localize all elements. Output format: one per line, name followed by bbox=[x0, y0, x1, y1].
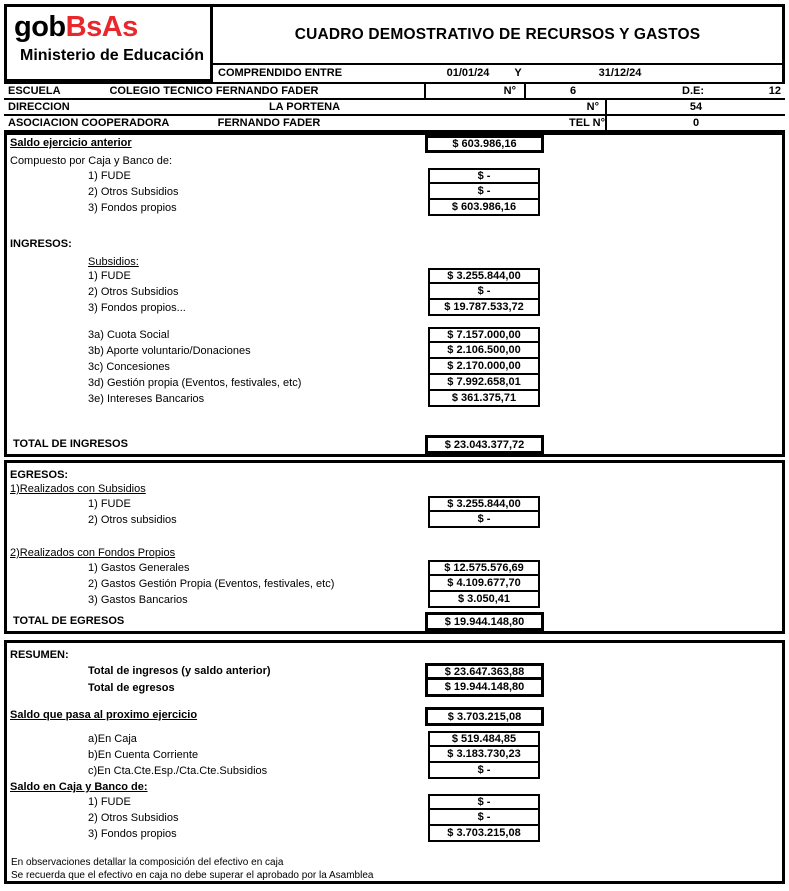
egresos-propios-subheader: 2)Realizados con Fondos Propios bbox=[10, 547, 176, 559]
logo-gob: gob bbox=[14, 11, 66, 43]
saldo-proximo-row bbox=[7, 707, 782, 726]
saldo-item-value: $ - bbox=[428, 184, 540, 200]
egresos-subsidios-subheader-row bbox=[7, 481, 782, 496]
tel-label: TEL N° bbox=[569, 117, 605, 129]
school-info bbox=[4, 82, 785, 132]
address-num-label: N° bbox=[586, 101, 599, 113]
egresos-header: EGRESOS: bbox=[10, 469, 69, 481]
egresos-propios-subheader-row bbox=[7, 545, 782, 560]
resumen-total-value: $ 19.944.148,80 bbox=[425, 680, 544, 697]
resumen-header: RESUMEN: bbox=[10, 649, 69, 661]
ingreso-value: $ 2.106.500,00 bbox=[428, 343, 540, 359]
resumen-total-row: Total de ingresos (y saldo anterior) $ 23.647.363,88 bbox=[7, 663, 782, 680]
address-label: DIRECCION bbox=[8, 101, 70, 113]
total-egresos-row bbox=[7, 612, 782, 631]
ingreso-value: $ - bbox=[428, 284, 540, 300]
tel-value: 0 bbox=[605, 116, 785, 130]
total-egresos-label: TOTAL DE EGRESOS bbox=[13, 615, 125, 627]
egreso-row: 1) FUDE $ 3.255.844,00 bbox=[7, 496, 782, 512]
egreso-value: $ 3.255.844,00 bbox=[428, 496, 540, 512]
total-egresos-value: $ 19.944.148,80 bbox=[425, 612, 544, 631]
caja-banco-subheader: Saldo en Caja y Banco de: bbox=[10, 781, 148, 793]
school-name: COLEGIO TECNICO FERNANDO FADER bbox=[109, 85, 319, 97]
ministry-name: Ministerio de Educación bbox=[20, 47, 205, 64]
saldo-anterior-row bbox=[7, 135, 782, 153]
egreso-row: 3) Gastos Bancarios $ 3.050,41 bbox=[7, 592, 782, 608]
school-row bbox=[4, 84, 785, 100]
resumen-total-row: Total de egresos $ 19.944.148,80 bbox=[7, 680, 782, 697]
egresos-subsidios-subheader: 1)Realizados con Subsidios bbox=[10, 483, 146, 495]
ingreso-row: 3) Fondos propios... $ 19.787.533,72 bbox=[7, 300, 782, 316]
ingresos-header: INGRESOS: bbox=[10, 238, 72, 250]
school-num-label: N° bbox=[424, 84, 524, 98]
total-ingresos-row bbox=[7, 435, 782, 454]
school-label: ESCUELA bbox=[8, 85, 61, 97]
ingresos-header-row bbox=[7, 236, 782, 250]
caja-banco-value: $ - bbox=[428, 794, 540, 810]
ingreso-row: 2) Otros Subsidios $ - bbox=[7, 284, 782, 300]
period-row bbox=[213, 63, 782, 82]
section-egresos bbox=[4, 460, 785, 634]
saldo-anterior-value: $ 603.986,16 bbox=[425, 135, 544, 153]
footer-note: En observaciones detallar la composición del efectivo en caja bbox=[11, 857, 284, 868]
caja-banco-value: $ - bbox=[428, 810, 540, 826]
period-from-date: 01/01/24 bbox=[446, 67, 490, 79]
header-right bbox=[213, 4, 785, 82]
saldo-detail-row: c)En Cta.Cte.Esp./Cta.Cte.Subsidios $ - bbox=[7, 763, 782, 779]
ingreso-value: $ 2.170.000,00 bbox=[428, 359, 540, 375]
egreso-row: 1) Gastos Generales $ 12.575.576,69 bbox=[7, 560, 782, 576]
school-num: 6 bbox=[524, 84, 620, 98]
saldo-item-row: 3) Fondos propios $ 603.986,16 bbox=[7, 200, 782, 216]
logo-wordmark bbox=[14, 12, 208, 43]
caja-banco-row: 3) Fondos propios $ 3.703.215,08 bbox=[7, 826, 782, 842]
cooperadora-name: FERNANDO FADER bbox=[217, 117, 321, 129]
section-resumen bbox=[4, 640, 785, 884]
total-ingresos-value: $ 23.043.377,72 bbox=[425, 435, 544, 454]
ingreso-value: $ 7.992.658,01 bbox=[428, 375, 540, 391]
footer-note: Se recuerda que el efectivo en caja no debe superar el aprobado por la Asamblea bbox=[11, 870, 374, 881]
ingreso-row: 3b) Aporte voluntario/Donaciones $ 2.106.500,00 bbox=[7, 343, 782, 359]
caja-banco-value: $ 3.703.215,08 bbox=[428, 826, 540, 842]
saldo-detail-row: a)En Caja $ 519.484,85 bbox=[7, 731, 782, 747]
logo-bsas: BsAs bbox=[65, 11, 138, 43]
ingreso-row: 3c) Concesiones $ 2.170.000,00 bbox=[7, 359, 782, 375]
resumen-total-value: $ 23.647.363,88 bbox=[425, 663, 544, 680]
subsidios-subheader: Subsidios: bbox=[88, 256, 139, 268]
period-conjunction: Y bbox=[514, 67, 522, 79]
saldo-detail-row: b)En Cuenta Corriente $ 3.183.730,23 bbox=[7, 747, 782, 763]
egreso-value: $ 4.109.677,70 bbox=[428, 576, 540, 592]
compuesto-row bbox=[7, 153, 782, 168]
ingreso-value: $ 19.787.533,72 bbox=[428, 300, 540, 316]
saldo-item-value: $ - bbox=[428, 168, 540, 184]
resumen-header-row bbox=[7, 647, 782, 661]
egreso-value: $ 3.050,41 bbox=[428, 592, 540, 608]
form-title: CUADRO DEMOSTRATIVO DE RECURSOS Y GASTOS bbox=[294, 26, 701, 43]
saldo-item-row: 2) Otros Subsidios $ - bbox=[7, 184, 782, 200]
compuesto-label: Compuesto por Caja y Banco de: bbox=[10, 155, 173, 167]
egreso-value: $ - bbox=[428, 512, 540, 528]
period-label: COMPRENDIDO ENTRE bbox=[218, 67, 343, 79]
saldo-item-row: 1) FUDE $ - bbox=[7, 168, 782, 184]
cooperadora-row bbox=[4, 116, 785, 132]
ingreso-value: $ 3.255.844,00 bbox=[428, 268, 540, 284]
caja-banco-subheader-row bbox=[7, 779, 782, 794]
cooperadora-label: ASOCIACION COOPERADORA bbox=[8, 117, 170, 129]
saldo-detail-value: $ - bbox=[428, 763, 540, 779]
egreso-row: 2) Otros subsidios $ - bbox=[7, 512, 782, 528]
total-ingresos-label: TOTAL DE INGRESOS bbox=[13, 438, 128, 450]
saldo-item-value: $ 603.986,16 bbox=[428, 200, 540, 216]
ingreso-value: $ 7.157.000,00 bbox=[428, 327, 540, 343]
period-to-date: 31/12/24 bbox=[598, 67, 642, 79]
address-num: 54 bbox=[605, 100, 785, 114]
saldo-proximo-label: Saldo que pasa al proximo ejercicio bbox=[10, 709, 198, 721]
ingreso-row: 3d) Gestión propia (Eventos, festivales, etc) $ 7.992.658,01 bbox=[7, 375, 782, 391]
address-name: LA PORTENA bbox=[268, 101, 341, 113]
egresos-header-row bbox=[7, 467, 782, 481]
caja-banco-row: 1) FUDE $ - bbox=[7, 794, 782, 810]
ingreso-row: 3a) Cuota Social $ 7.157.000,00 bbox=[7, 327, 782, 343]
school-de: 12 bbox=[768, 85, 781, 97]
section-saldo-ingresos bbox=[4, 132, 785, 457]
saldo-detail-value: $ 519.484,85 bbox=[428, 731, 540, 747]
ingreso-value: $ 361.375,71 bbox=[428, 391, 540, 407]
address-row bbox=[4, 100, 785, 116]
saldo-anterior-label: Saldo ejercicio anterior bbox=[10, 137, 132, 149]
egreso-row: 2) Gastos Gestión Propia (Eventos, festivales, etc) $ 4.109.677,70 bbox=[7, 576, 782, 592]
ingreso-row: 1) FUDE $ 3.255.844,00 bbox=[7, 268, 782, 284]
ingreso-row: 3e) Intereses Bancarios $ 361.375,71 bbox=[7, 391, 782, 407]
subsidios-subheader-row bbox=[7, 254, 782, 268]
egreso-value: $ 12.575.576,69 bbox=[428, 560, 540, 576]
gob-bsas-logo bbox=[4, 4, 213, 82]
header bbox=[4, 4, 785, 82]
school-de-label: D.E: bbox=[682, 85, 704, 97]
saldo-proximo-value: $ 3.703.215,08 bbox=[425, 707, 544, 726]
caja-banco-row: 2) Otros Subsidios $ - bbox=[7, 810, 782, 826]
saldo-detail-value: $ 3.183.730,23 bbox=[428, 747, 540, 763]
